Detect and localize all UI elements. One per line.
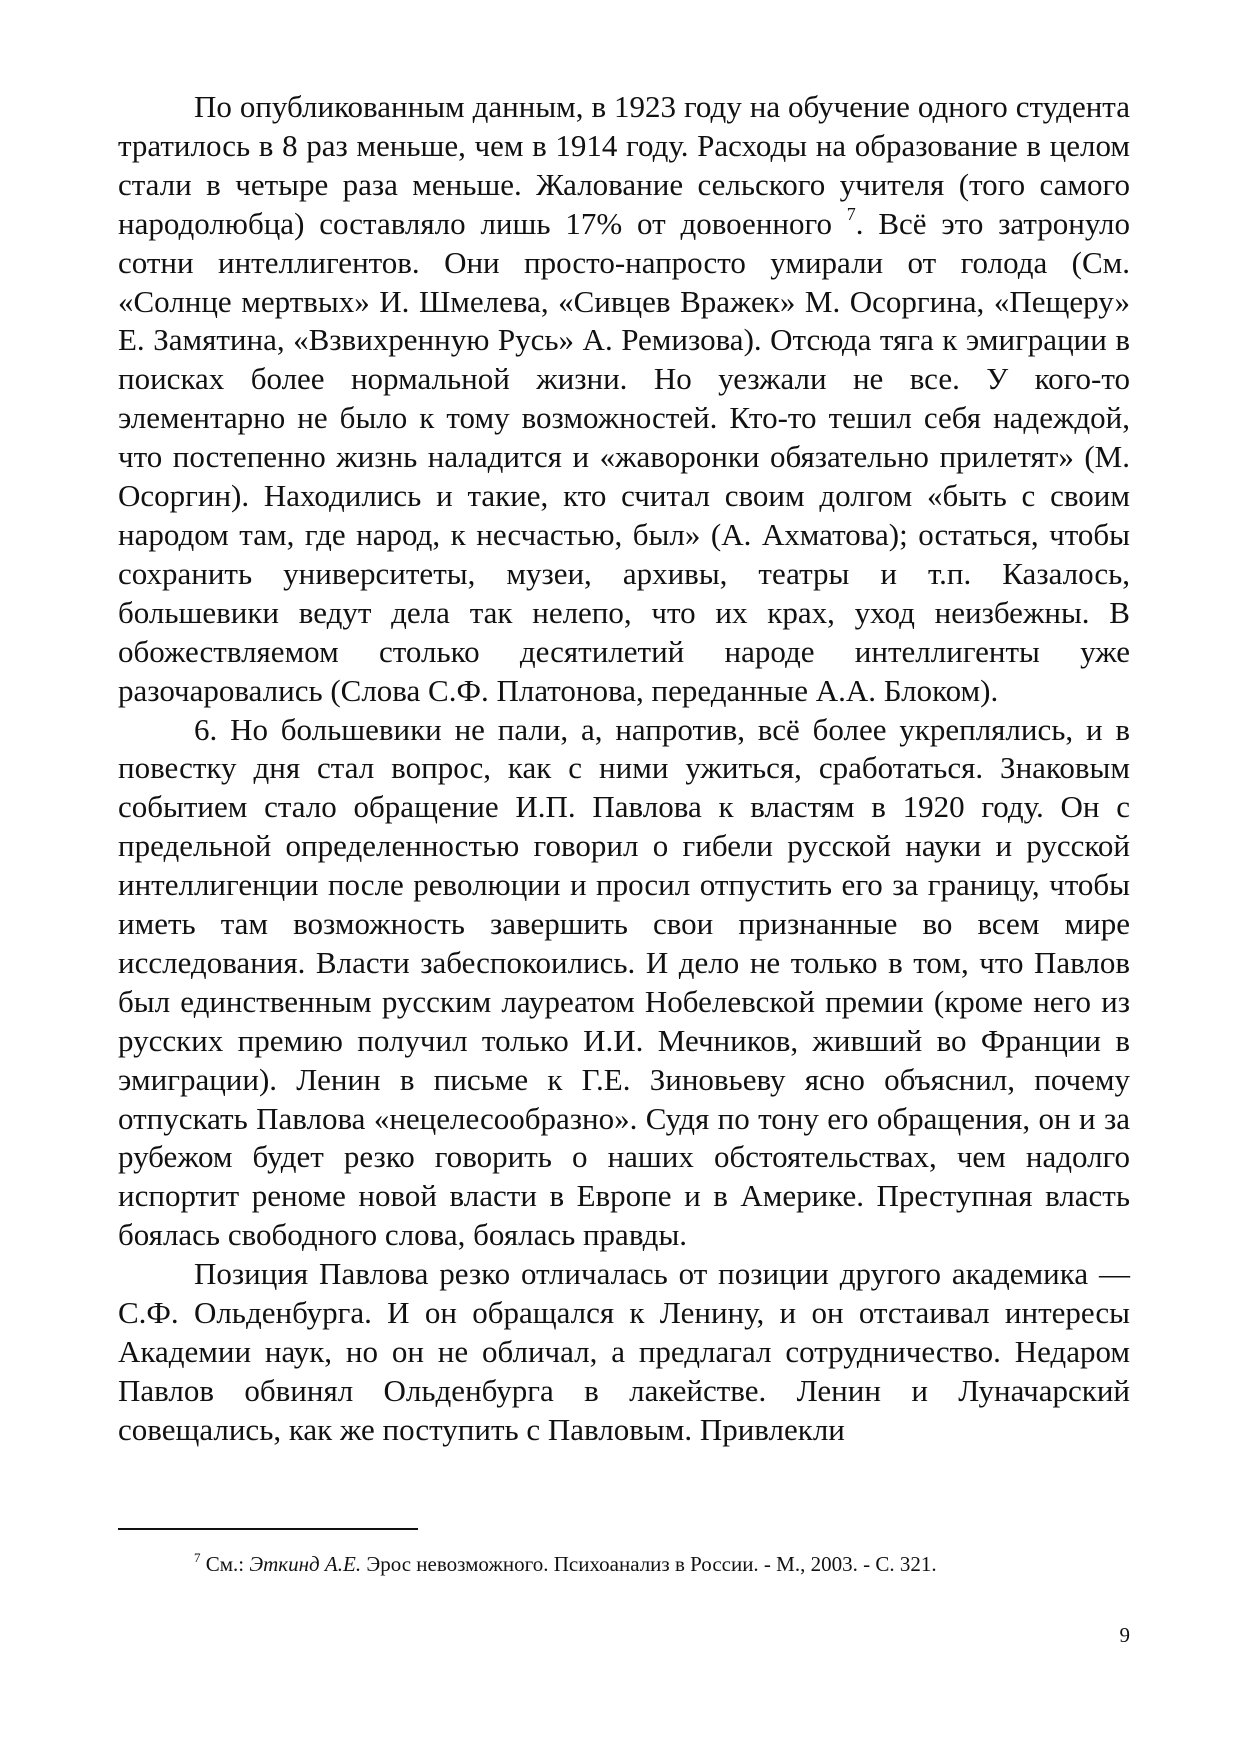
- paragraph-1: [118, 88, 1130, 711]
- footnote-separator: [118, 1528, 418, 1530]
- paragraph-1-text-end: . Всё это затронуло сотни интеллигентов. Они просто-напросто умирали от голода (См. «Солнце мертвых» И. Шмелева, «Сивцев Вражек» М. Осоргина, «Пещеру» Е. Замятина, «Взвихренную Русь» А. Ремизова). Отсюда тяга к эмиграции в поисках более нормальной жизни. Но уезжали не все. У кого-то элементарно не было к тому возможностей. Кто-то тешил себя надеждой, что постепенно жизнь наладится и «жаворонки обязательно прилетят» (М. Осоргин). Находились и такие, кто считал своим долгом «быть с своим народом там, где народ, к несчастью, был» (А. Ахматова); остаться, чтобы сохранить университеты, музеи, архивы, театры и т.п. Казалось, большевики ведут дела так нелепо, что их крах, уход неизбежны. В обожествляемом столько десятилетий народе интеллигенты уже разочаровались (Слова С.Ф. Платонова, переданные А.А. Блоком).: [118, 205, 1130, 708]
- paragraph-3: Позиция Павлова резко отличалась от позиции другого академика — С.Ф. Ольденбурга. И он обращался к Ленину, и он отстаивал интересы Академии наук, но он не обличал, а предлагал сотрудничество. Недаром Павлов обвинял Ольденбурга в лакействе. Ленин и Луначарский совещались, как же поступить с Павловым. Привлекли: [118, 1256, 1130, 1447]
- page-number: 9: [1119, 1623, 1130, 1647]
- footnote: [118, 1551, 1130, 1577]
- footnote-number: 7: [194, 1550, 201, 1565]
- footnote-prefix: См.:: [200, 1552, 250, 1576]
- body-text: [118, 88, 1130, 1450]
- footnote-reference: 7: [846, 203, 856, 224]
- paragraph-1-text-start: По опубликованным данным, в 1923 году на обучение одного студента тратилось в 8 раз меньше, чем в 1914 году. Расходы на образование в целом стали в четыре раза меньше. Жалование сельского учителя (того самого народолюбца) составляло лишь 17% от довоенного: [118, 89, 1130, 241]
- footnote-author: Эткинд А.Е.: [249, 1552, 362, 1576]
- footnote-citation: Эрос невозможного. Психоанализ в России. - М., 2003. - С. 321.: [361, 1552, 937, 1576]
- paragraph-2: 6. Но большевики не пали, а, напротив, всё более укреплялись, и в повестку дня стал вопрос, как с ними ужиться, сработаться. Знаковым событием стало обращение И.П. Павлова к властям в 1920 году. Он с предельной определенностью говорил о гибели русской науки и русской интеллигенции после революции и просил отпустить его за границу, чтобы иметь там возможность завершить свои признанные во всем мире исследования. Власти забеспокоились. И дело не только в том, что Павлов был единственным русским лауреатом Нобелевской премии (кроме него из русских премию получил только И.И. Мечников, живший во Франции в эмиграции). Ленин в письме к Г.Е. Зиновьеву ясно объяснил, почему отпускать Павлова «нецелесообразно». Судя по тону его обращения, он и за рубежом будет резко говорить о наших обстоятельствах, чем надолго испортит реноме новой власти в Европе и в Америке. Преступная власть боялась свободного слова, боялась правды.: [118, 711, 1130, 1253]
